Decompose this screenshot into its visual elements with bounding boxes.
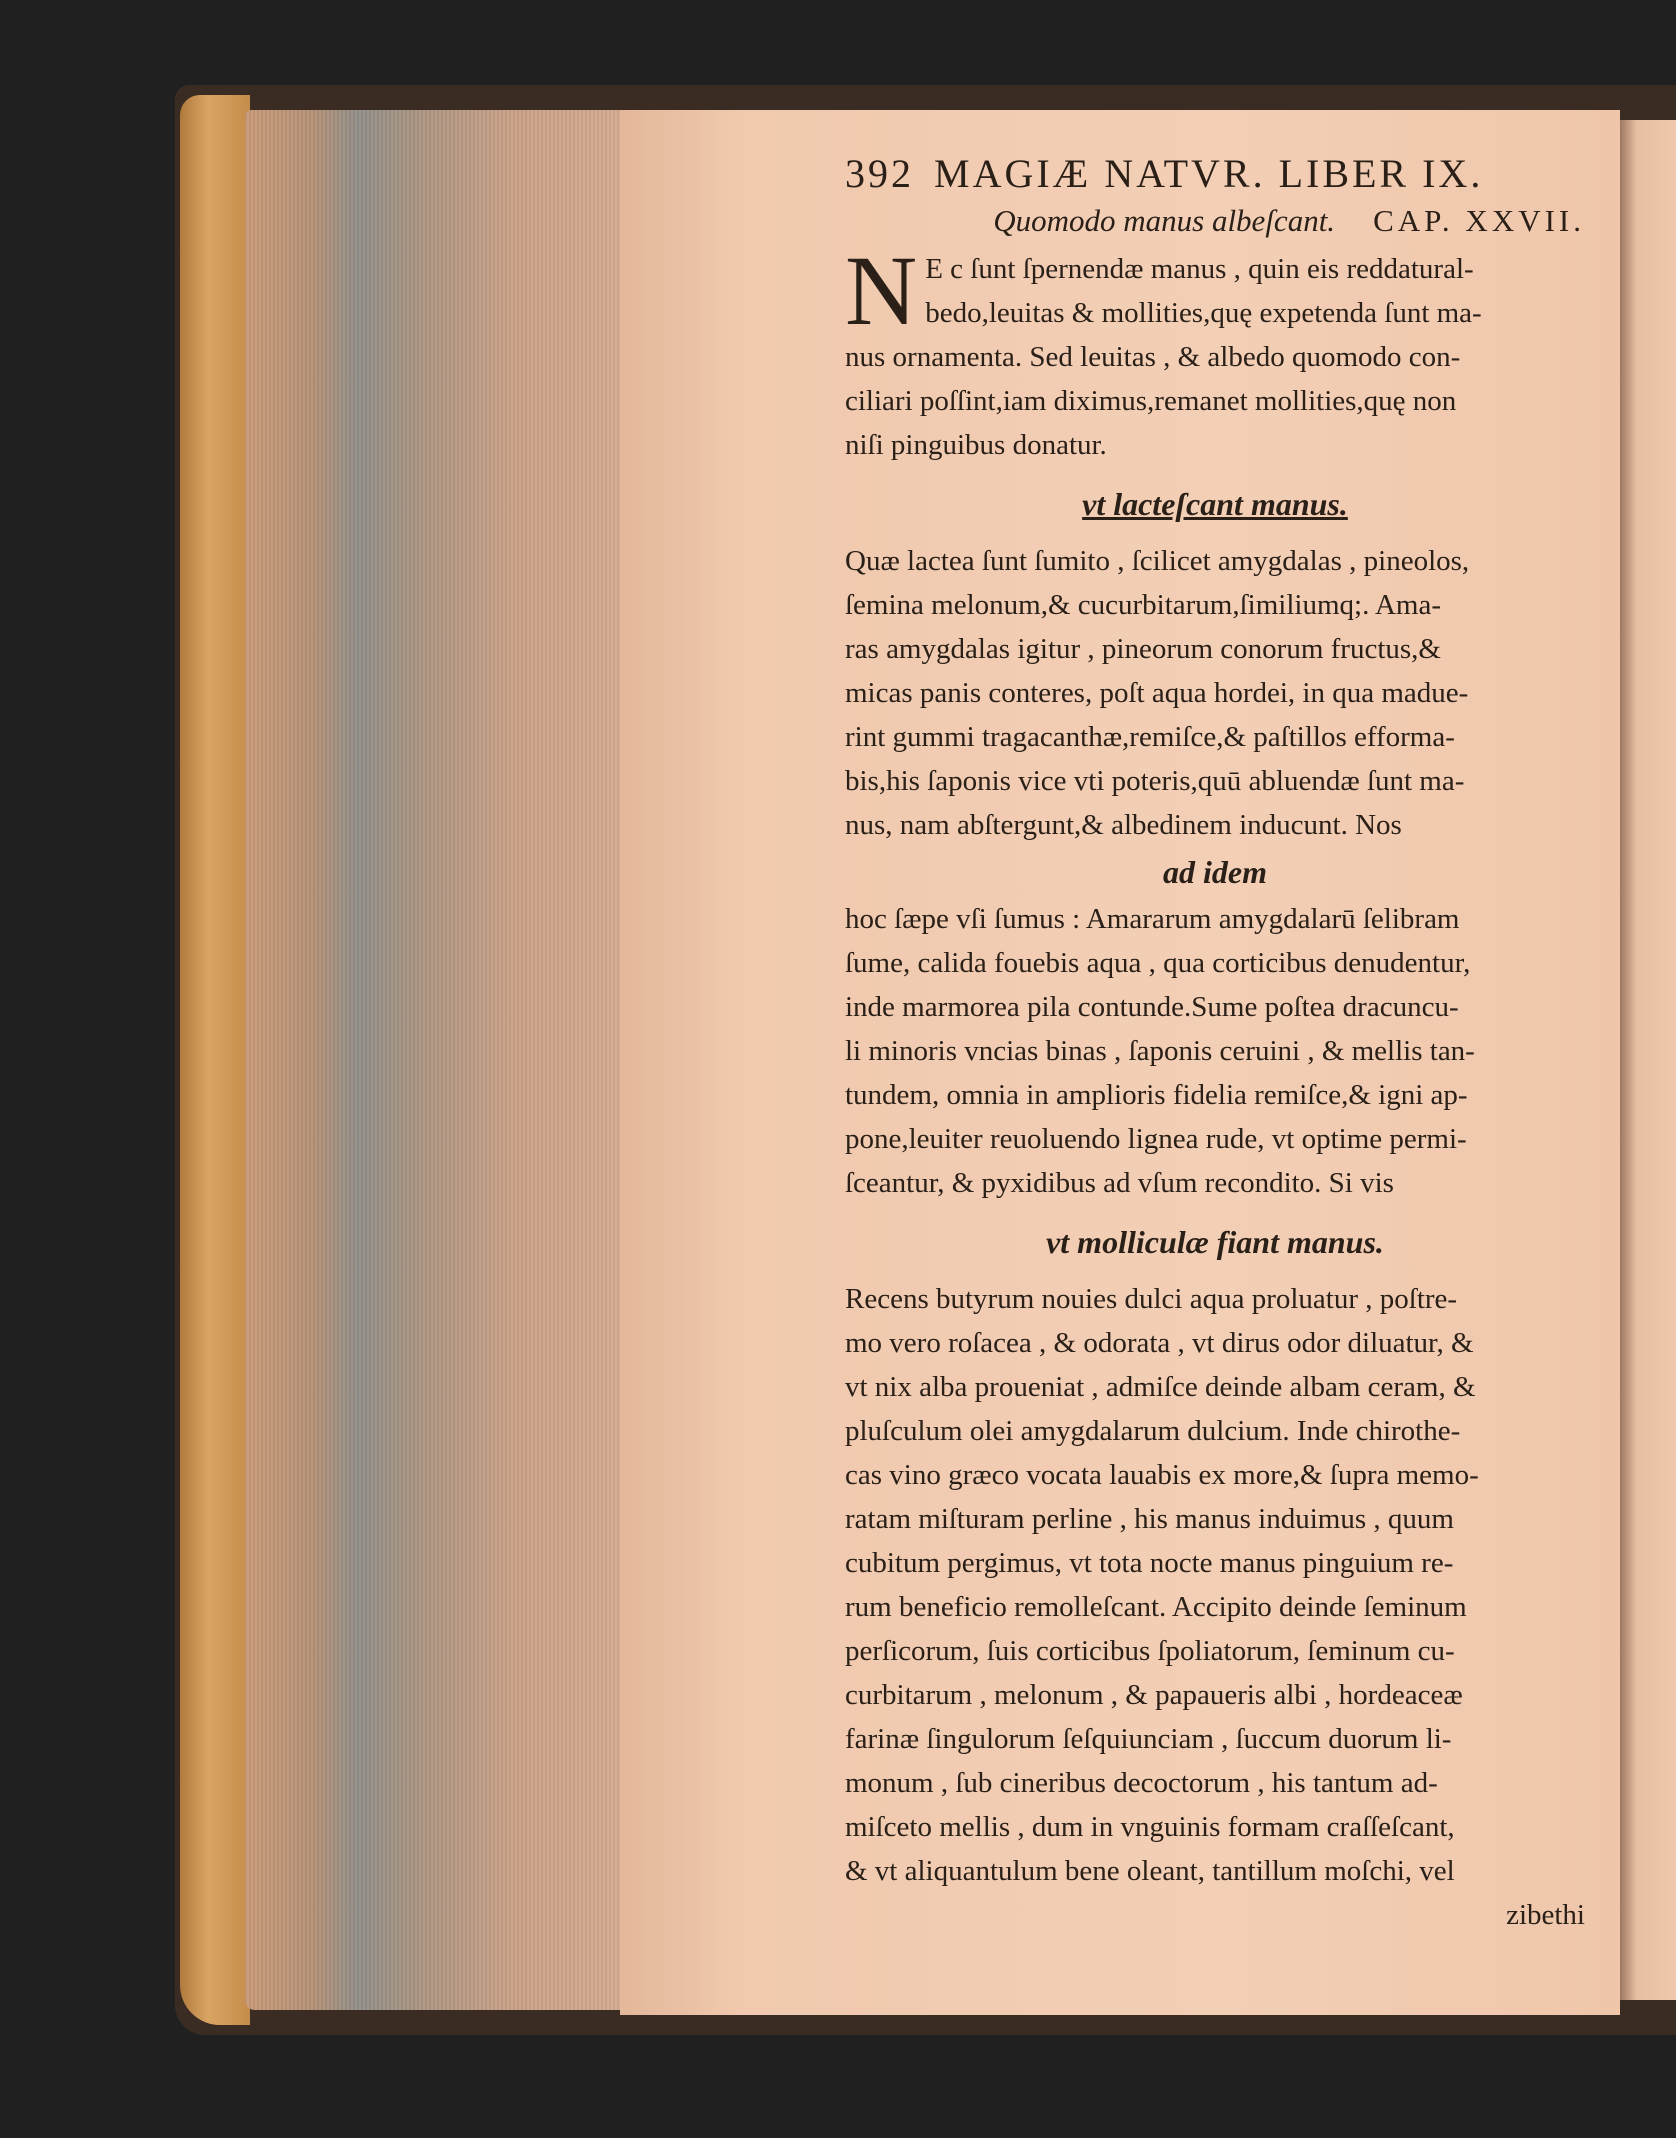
text-line: bedo,leuitas & mollities,quę expetenda ſunt ma-	[925, 297, 1482, 329]
text-line: monum , ſub cineribus decoctorum , his tantum ad-	[845, 1767, 1438, 1799]
text-line: miſceto mellis , dum in vnguinis formam craſſeſcant,	[845, 1811, 1455, 1843]
intro-paragraph	[845, 235, 1585, 467]
page-text	[845, 150, 1585, 1937]
text-line: pone,leuiter reuoluendo lignea rude, vt optime permi-	[845, 1123, 1467, 1155]
text-line: tundem, omnia in amplioris fidelia remiſce,& igni ap-	[845, 1079, 1468, 1111]
chapter-number: CAP. XXVII.	[1373, 203, 1585, 238]
section-paragraph	[845, 539, 1585, 847]
text-line: Recens butyrum nouies dulci aqua proluatur , poſtre-	[845, 1283, 1458, 1315]
text-line: ciliari poſſint,iam diximus,remanet mollities,quę non	[845, 385, 1457, 417]
section-paragraph	[845, 897, 1585, 1205]
text-line: nus ornamenta. Sed leuitas , & albedo quomodo con-	[845, 341, 1461, 373]
section-paragraph	[845, 1277, 1585, 1937]
chapter-title: Quomodo manus albeſcant.	[993, 203, 1336, 238]
text-line: niſi pinguibus donatur.	[845, 429, 1107, 461]
text-line: rum beneficio remolleſcant. Accipito deinde ſeminum	[845, 1591, 1467, 1623]
running-head	[845, 150, 1585, 197]
text-line: pluſculum olei amygdalarum dulcium. Inde chirothe-	[845, 1415, 1461, 1447]
book-spine-edge	[180, 95, 250, 2025]
text-line: inde marmorea pila contunde.Sume poſtea dracuncu-	[845, 991, 1459, 1023]
text-line: ratam miſturam perline , his manus induimus , quum	[845, 1503, 1454, 1535]
text-line: perſicorum, ſuis corticibus ſpoliatorum, ſeminum cu-	[845, 1635, 1455, 1667]
text-line: Quæ lactea ſunt ſumito , ſcilicet amygdalas , pineolos,	[845, 545, 1470, 577]
text-line: ſume, calida fouebis aqua , qua corticibus denudentur,	[845, 947, 1471, 979]
text-line: ras amygdalas igitur , pineorum conorum fructus,&	[845, 633, 1441, 665]
catchword: zibethi	[1506, 1899, 1585, 1931]
chapter-heading	[845, 203, 1585, 239]
text-line: farinæ ſingulorum ſeſquiunciam , ſuccum duorum li-	[845, 1723, 1452, 1755]
text-line: & vt aliquantulum bene oleant, tantillum moſchi, vel	[845, 1855, 1455, 1887]
text-line: bis,his ſaponis vice vti poteris,quū abluendæ ſunt ma-	[845, 765, 1465, 797]
text-line: li minoris vncias binas , ſaponis ceruini , & mellis tan-	[845, 1035, 1475, 1067]
text-line: mo vero roſacea , & odorata , vt dirus odor diluatur, &	[845, 1327, 1474, 1359]
text-line: ſceantur, & pyxidibus ad vſum recondito. Si vis	[845, 1167, 1394, 1199]
text-line: nus, nam abſtergunt,& albedinem inducunt. Nos	[845, 809, 1402, 841]
text-line: vt nix alba proueniat , admiſce deinde albam ceram, &	[845, 1371, 1476, 1403]
text-line: cas vino græco vocata lauabis ex more,& ſupra memo-	[845, 1459, 1479, 1491]
text-line: curbitarum , melonum , & papaueris albi , hordeaceæ	[845, 1679, 1463, 1711]
running-title: MAGIÆ NATVR. LIBER IX.	[934, 151, 1484, 196]
text-line: E c ſunt ſpernendæ manus , quin eis reddatural-	[925, 253, 1474, 285]
section-heading: vt molliculæ fiant manus.	[1046, 1224, 1384, 1260]
section-heading: ad idem	[1163, 854, 1267, 890]
text-line: ſemina melonum,& cucurbitarum,ſimiliumq;. Ama-	[845, 589, 1442, 621]
text-line: micas panis conteres, poſt aqua hordei, in qua madue-	[845, 677, 1469, 709]
section-heading: vt lacteſcant manus.	[1082, 486, 1348, 522]
drop-cap: N	[845, 235, 918, 346]
page-block-edge	[245, 110, 625, 2010]
page-number: 392	[845, 151, 914, 196]
text-line: hoc ſæpe vſi ſumus : Amararum amygdalarū ſelibram	[845, 903, 1460, 935]
text-line: rint gummi tragacanthæ,remiſce,& paſtillos efforma-	[845, 721, 1455, 753]
text-line: cubitum pergimus, vt tota nocte manus pinguium re-	[845, 1547, 1454, 1579]
facing-page-edge	[1620, 120, 1676, 2000]
